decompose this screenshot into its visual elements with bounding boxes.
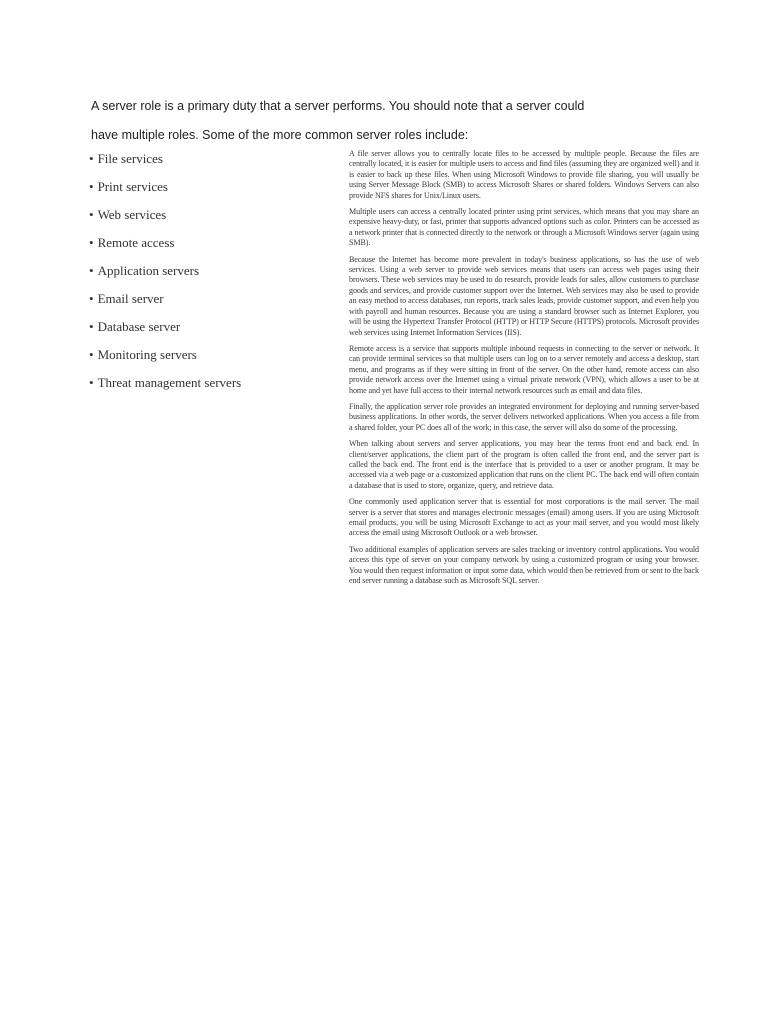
role-label: Database server xyxy=(97,319,181,334)
list-item xyxy=(89,285,329,313)
role-label: Threat management servers xyxy=(97,375,242,390)
description-application-server: Finally, the application server role provides an integrated environment for deploying and running server-based business applications. In other words, the server delivers networked applications. When you access a file from a shared folder, your PC does all of the work; in this case, the server will also do some of the processing. xyxy=(349,401,699,432)
role-label: Email server xyxy=(97,291,164,306)
description-additional-examples: Two additional examples of application servers are sales tracking or inventory control applications. You would access this type of server on your company network by using a customized program or using your browser. You would then request information or input some data, which would then be retrieved from or sent to the back end server running a database such as Microsoft SQL server. xyxy=(349,544,699,586)
role-label: File services xyxy=(97,151,163,166)
intro-line-1: A server role is a primary duty that a server performs. You should note that a server could xyxy=(91,99,585,113)
bullet-icon: • xyxy=(89,207,94,222)
role-label: Monitoring servers xyxy=(97,347,197,362)
list-item xyxy=(89,173,329,201)
bullet-icon: • xyxy=(89,151,94,166)
description-file-services: A file server allows you to centrally locate files to be accessed by multiple people. Because the files are centrally located, it is easier for multiple users to access and find files (assuming they are organized well) and it is easier to back up these files. When using Microsoft Windows to provide file sharing, you will usually be using Server Message Block (SMB) to access Microsoft Shares or shared folders. Windows Servers can also provide NFS shares for Unix/Linux users. xyxy=(349,149,699,200)
intro-line-2: have multiple roles. Some of the more common server roles include: xyxy=(91,128,469,142)
bullet-icon: • xyxy=(89,179,94,194)
description-print-services: Multiple users can access a centrally located printer using print services, which means that you may share an expensive heavy-duty, or fast, printer that supports advanced options such as color. Printers can be accessed as a network printer that is connected directly to the network or through a Microsoft Windows server (again using SMB). xyxy=(349,207,699,248)
bullet-icon: • xyxy=(89,375,94,390)
list-item xyxy=(89,369,329,397)
list-item xyxy=(89,257,329,285)
role-descriptions xyxy=(349,149,699,592)
bullet-icon: • xyxy=(89,235,94,250)
bullet-icon: • xyxy=(89,291,94,306)
list-item xyxy=(89,201,329,229)
list-item xyxy=(89,313,329,341)
description-mail-server: One commonly used application server that is essential for most corporations is the mail server. The mail server is a server that stores and manages electronic messages (email) among users. If you are using Microsoft email products, you will be using Microsoft Exchange to act as your mail server, and you would most likely access the email using Microsoft Outlook or a web browser. xyxy=(349,497,699,538)
description-web-services: Because the Internet has become more prevalent in today's business applications, so has the use of web services. Using a web server to provide web services means that users can access web pages using their browsers. These web services may be used to do research, provide leads for sales, allow customers to purchase goods and services, and provide customer support over the Internet. Web services may also be used to provide an easy method to access databases, run reports, track sales leads, provide customer support, and even help you with payroll and human resources. Because you are using a standard browser such as Internet Explorer, you will be using the Hypertext Transfer Protocol (HTTP) or HTTP Secure (HTTPS) protocols. Microsoft provides web services using Internet Information Services (IIS). xyxy=(349,254,699,337)
list-item xyxy=(89,145,329,173)
list-item xyxy=(89,229,329,257)
role-label: Web services xyxy=(97,207,167,222)
bullet-icon: • xyxy=(89,263,94,278)
description-front-back-end: When talking about servers and server applications, you may hear the terms front end and back end. In client/server applications, the client part of the program is often called the front end, and the server part is called the back end. The front end is the interface that is provided to a user or another program. It may be accessed via a web page or a customized application that runs on the client PC. The back end will often contain a database that is used to store, organize, query, and retrieve data. xyxy=(349,439,699,490)
bullet-icon: • xyxy=(89,347,94,362)
intro-text xyxy=(91,92,691,150)
role-label: Application servers xyxy=(97,263,200,278)
role-label: Print services xyxy=(97,179,168,194)
bullet-icon: • xyxy=(89,319,94,334)
server-roles-list xyxy=(89,145,329,397)
description-remote-access: Remote access is a service that supports multiple inbound requests in connecting to the server or network. It can provide terminal services so that multiple users can log on to a server remotely and access a desktop, start menu, and programs as if they were sitting in front of the server. On the other hand, remote access can also provide network access over the Internet using a virtual private network (VPN), which allows a user to be at home and yet have full access to their internal network resources such as email and data files. xyxy=(349,343,699,395)
role-label: Remote access xyxy=(97,235,175,250)
list-item xyxy=(89,341,329,369)
